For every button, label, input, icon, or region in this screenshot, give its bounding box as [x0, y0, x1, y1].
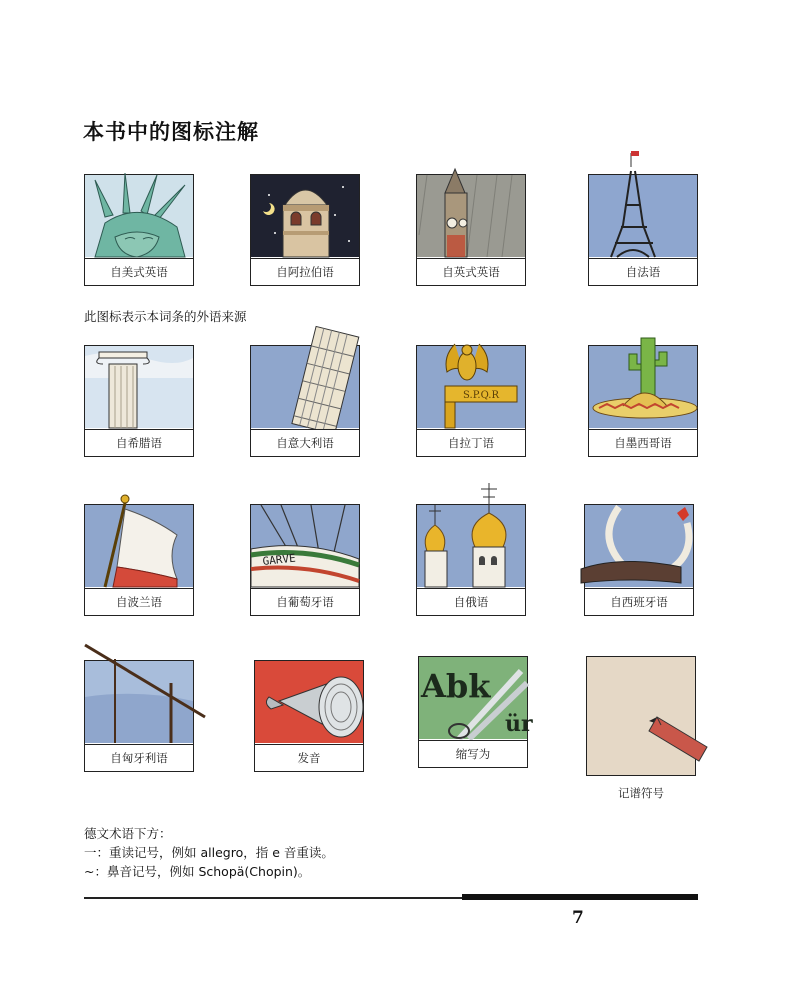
tile-arabic	[250, 174, 360, 286]
tile-label: 自英式英语	[417, 258, 525, 285]
tile-label: 发音	[255, 744, 363, 771]
tile-label: 自葡萄牙语	[251, 588, 359, 615]
tile-greek	[84, 345, 194, 457]
tile-british-english	[416, 174, 526, 286]
tile-label: 自希腊语	[85, 429, 193, 456]
tile-russian	[416, 504, 526, 616]
tile-hungarian	[84, 660, 194, 772]
tile-spanish	[584, 504, 694, 616]
tile-label: 自墨西哥语	[589, 429, 697, 456]
footer-rule-thin	[84, 897, 464, 899]
tile-label: 自法语	[589, 258, 697, 285]
onion-domes-icon	[417, 505, 525, 587]
abbr-text-2: ür	[505, 711, 533, 737]
abbr-text: Abk	[421, 667, 491, 705]
megaphone-icon	[255, 661, 363, 743]
tile-french	[588, 174, 698, 286]
tile-label: 自西班牙语	[585, 588, 693, 615]
notes-heading: 德文术语下方：	[84, 826, 172, 841]
leaning-tower-icon	[251, 346, 359, 428]
tile-latin	[416, 345, 526, 457]
cactus-sombrero-icon	[589, 346, 697, 428]
arabic-tower-icon	[251, 175, 359, 257]
notes-block	[84, 824, 334, 881]
tile-label: 自波兰语	[85, 588, 193, 615]
pencil-icon	[587, 657, 695, 775]
tile-italian	[250, 345, 360, 457]
tile-mexican	[588, 345, 698, 457]
tile-label: 自阿拉伯语	[251, 258, 359, 285]
tile-label: 自美式英语	[85, 258, 193, 285]
tile-pronunciation	[254, 660, 364, 772]
tile-polish	[84, 504, 194, 616]
notation-caption: 记谱符号	[618, 786, 664, 800]
eiffel-tower-icon	[589, 175, 697, 257]
tile-label: 缩写为	[419, 740, 527, 767]
tile-label: 自匈牙利语	[85, 744, 193, 771]
bull-horns-icon	[585, 505, 693, 587]
boat-text: GARVE	[261, 551, 297, 568]
statue-of-liberty-icon	[85, 175, 193, 257]
well-sweep-icon	[85, 661, 193, 743]
big-ben-icon	[417, 175, 525, 257]
greek-column-icon	[85, 346, 193, 428]
spqr-text: S.P.Q.R	[463, 390, 499, 401]
tile-label: 自拉丁语	[417, 429, 525, 456]
spqr-eagle-icon	[417, 346, 525, 428]
footer-rule-thick	[462, 894, 698, 900]
tile-american-english	[84, 174, 194, 286]
tile-portuguese	[250, 504, 360, 616]
origin-caption: 此图标表示本词条的外语来源	[84, 309, 247, 324]
tile-notation	[586, 656, 696, 776]
tile-label: 自意大利语	[251, 429, 359, 456]
page-title: 本书中的图标注解	[83, 120, 259, 144]
boat-garve-icon	[251, 505, 359, 587]
notes-line-nasal: ~：鼻音记号，例如 Schopä(Chopin)。	[84, 864, 311, 879]
notes-line-stress: 一：重读记号，例如 allegro，指 e 音重读。	[84, 845, 334, 860]
scissors-abbreviation-icon	[419, 657, 533, 739]
tile-abbreviation	[418, 656, 533, 768]
tile-label: 自俄语	[417, 588, 525, 615]
page-number: 7	[572, 908, 584, 928]
polish-flag-icon	[85, 505, 193, 587]
